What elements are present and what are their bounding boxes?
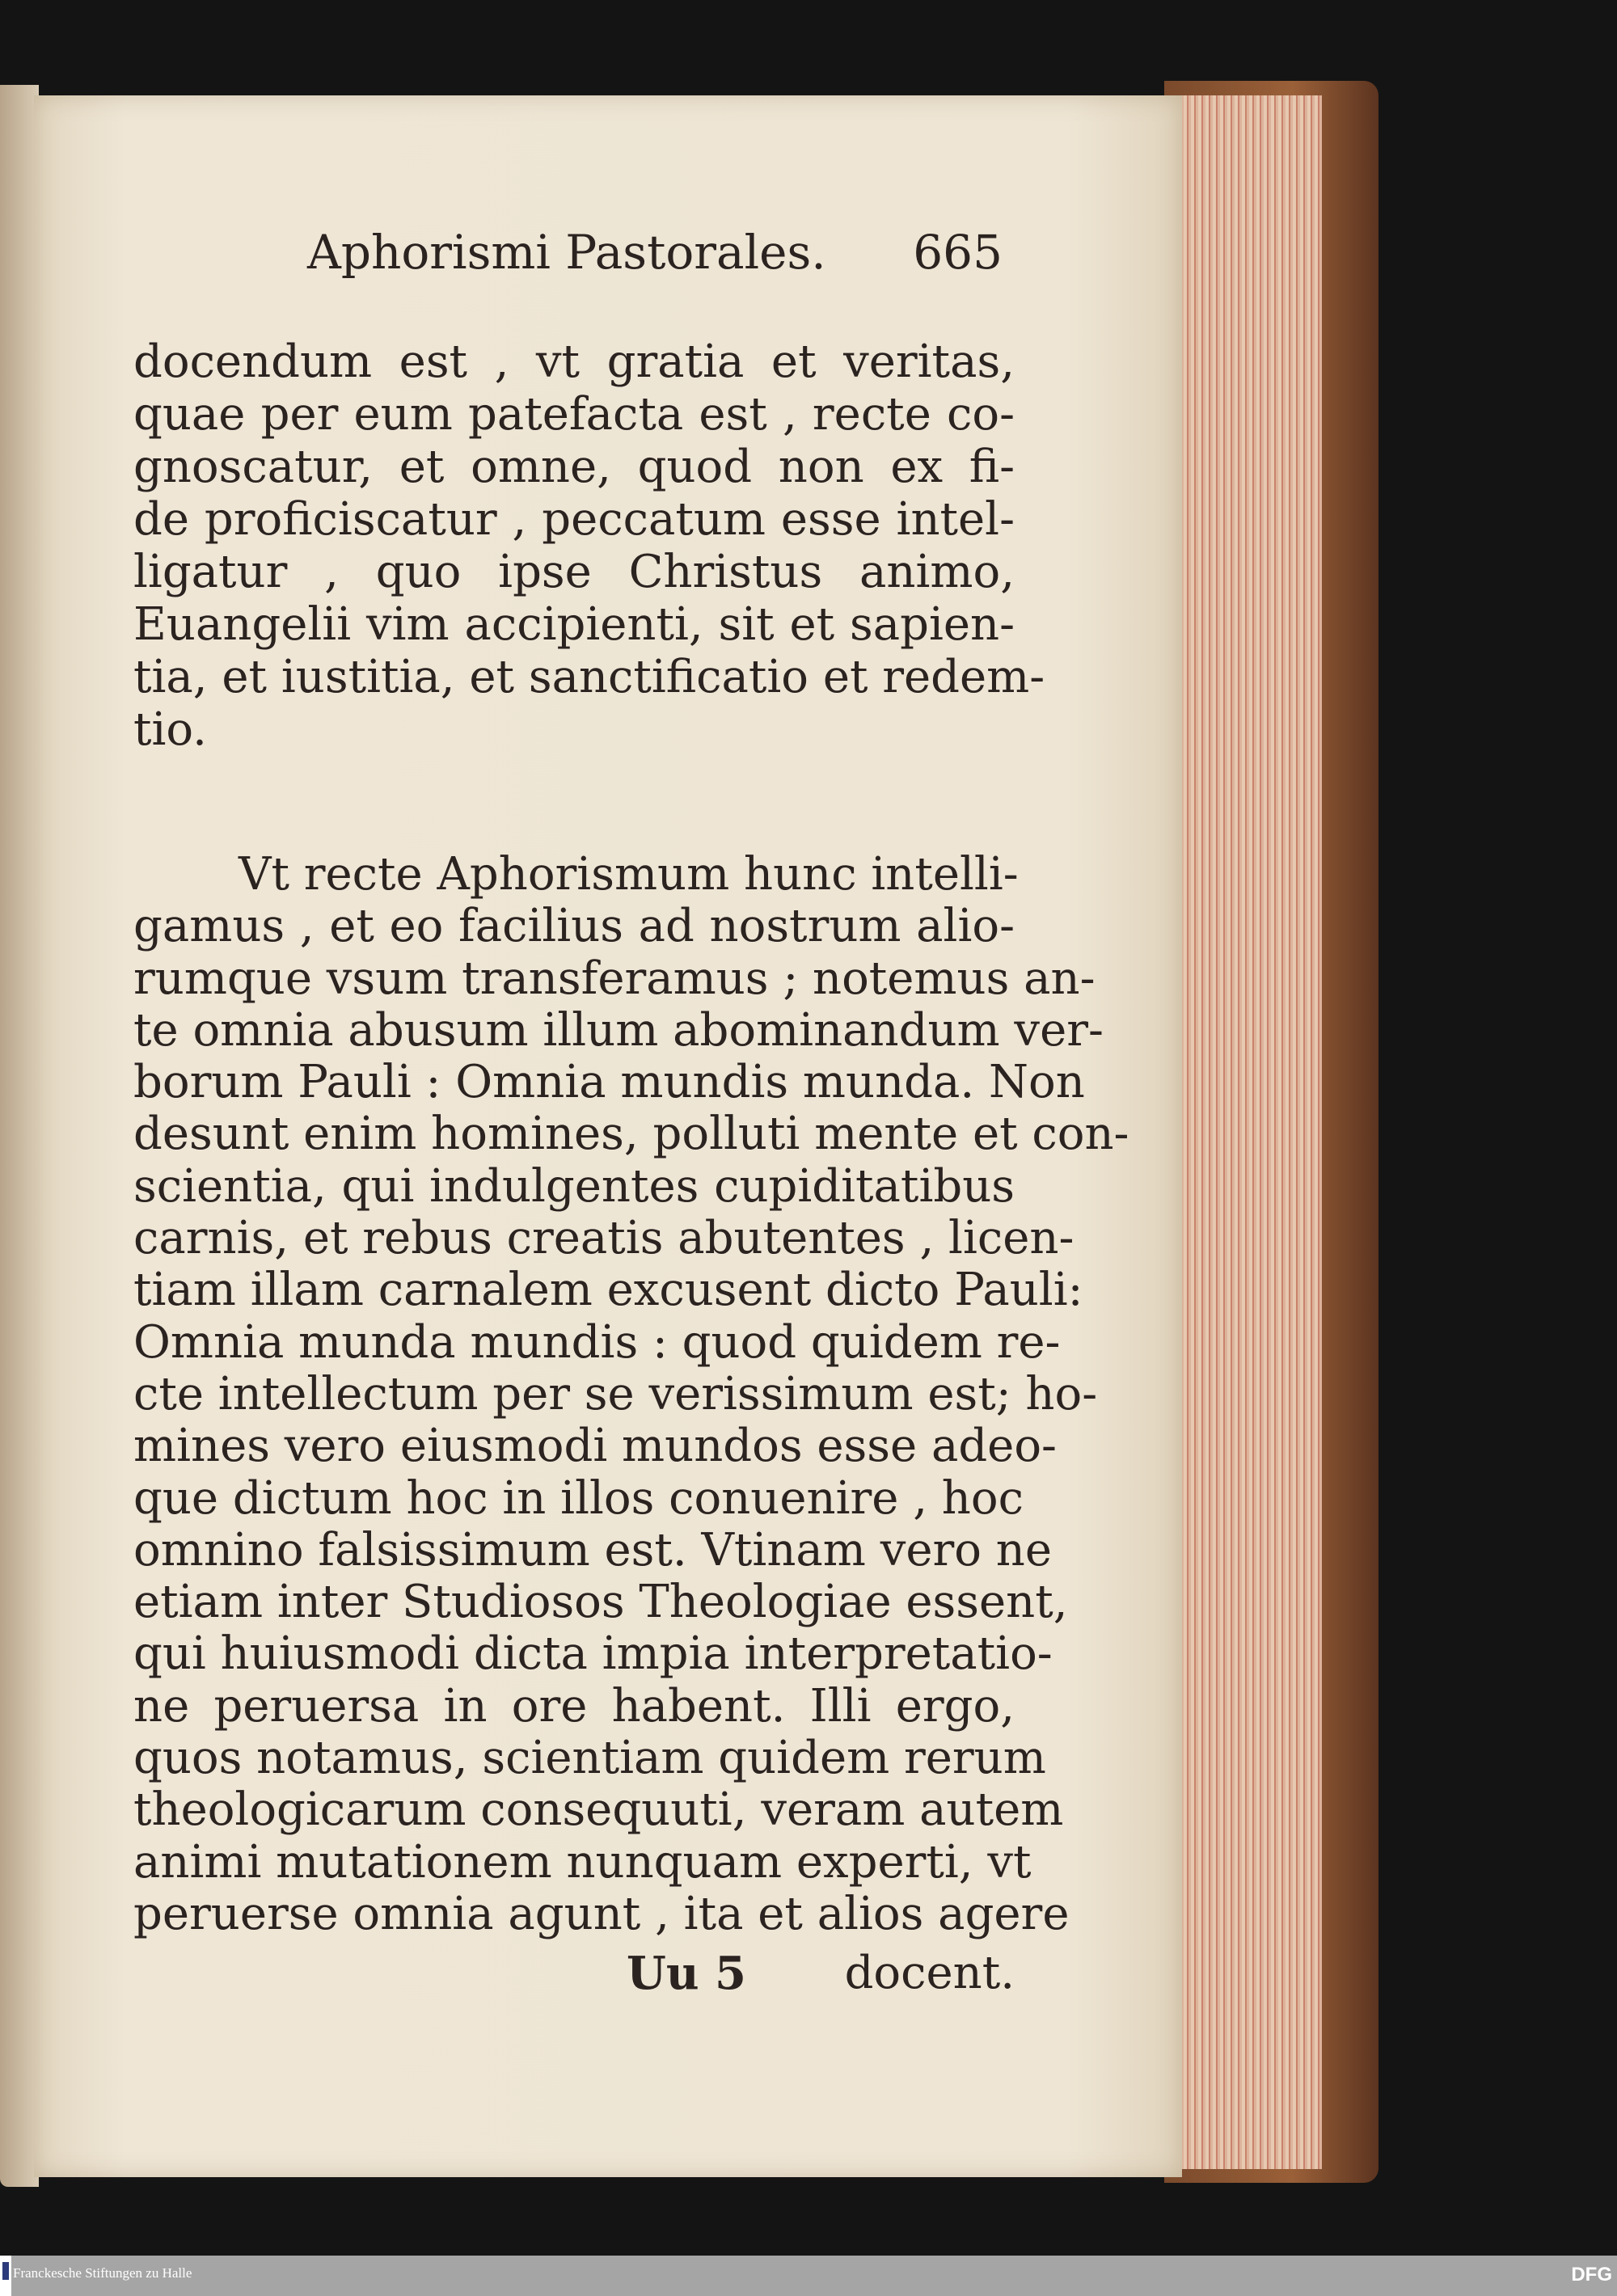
text-line: docendum est , vt gratia et veritas,: [133, 336, 1015, 388]
text-line: gamus , et eo facilius ad nostrum alio-: [133, 900, 1015, 953]
text-line: de proficiscatur , peccatum esse intel-: [133, 493, 1015, 546]
text-line: gnoscatur, et omne, quod non ex fi-: [133, 441, 1015, 493]
text-line: Omnia munda mundis : quod quidem re-: [133, 1315, 1061, 1369]
text-line: carnis, et rebus creatis abutentes , licen-: [133, 1212, 1074, 1265]
text-line: Euangelii vim accipienti, sit et sapien-: [133, 598, 1015, 651]
signature-mark: Uu 5: [627, 1947, 747, 2000]
text-line: quae per eum patefacta est , recte co-: [133, 388, 1015, 441]
text-line: ne peruersa in ore habent. Illi ergo,: [133, 1679, 1015, 1733]
paragraph-2: [133, 848, 1129, 1940]
text-line: qui huiusmodi dicta impia interpretatio-: [133, 1627, 1053, 1681]
running-title: Aphorismi Pastorales.: [307, 225, 826, 280]
page-edges: [1176, 95, 1322, 2169]
text-line: scientia, qui indulgentes cupiditatibus: [133, 1159, 1015, 1213]
paragraph-1: [133, 336, 1045, 756]
text-line: tio.: [133, 703, 207, 756]
text-line: rumque vsum transferamus ; notemus an-: [133, 952, 1096, 1005]
text-line: theologicarum consequuti, veram autem: [133, 1783, 1064, 1837]
institution-name: Franckesche Stiftungen zu Halle: [13, 2265, 192, 2281]
footer-band: [0, 2256, 1617, 2296]
text-line: mines vero eiusmodi mundos esse adeo-: [133, 1420, 1057, 1473]
text-line: borum Pauli : Omnia mundis munda. Non: [133, 1056, 1085, 1109]
logo-figure-icon: [2, 2262, 9, 2280]
text-line: quos notamus, scientiam quidem rerum: [133, 1732, 1046, 1785]
catchword: docent.: [844, 1947, 1015, 1999]
dfg-logo: DFG: [1571, 2264, 1612, 2285]
text-line: tia, et iustitia, et sanctificatio et redem-: [133, 651, 1045, 703]
institution-logo-icon: [0, 2256, 11, 2296]
text-line: etiam inter Studiosos Theologiae essent,: [133, 1576, 1068, 1629]
text-line: que dictum hoc in illos conuenire , hoc: [133, 1471, 1024, 1525]
page-number: 665: [913, 225, 1003, 280]
text-line: omnino falsissimum est. Vtinam vero ne: [133, 1523, 1052, 1576]
left-page-edge: [0, 85, 39, 2187]
text-line: tiam illam carnalem excusent dicto Pauli:: [133, 1264, 1083, 1317]
text-line: desunt enim homines, polluti mente et con-: [133, 1108, 1129, 1161]
text-line: ligatur , quo ipse Christus animo,: [133, 546, 1015, 598]
text-line: te omnia abusum illum abominandum ver-: [133, 1003, 1104, 1057]
running-header: [307, 225, 1003, 280]
text-line: peruerse omnia agunt , ita et alios agere: [133, 1887, 1070, 1940]
text-line: animi mutationem nunquam experti, vt: [133, 1835, 1032, 1889]
text-line: cte intellectum per se verissimum est; ho-: [133, 1367, 1098, 1420]
text-line: Vt recte Aphorismum hunc intelli-: [239, 848, 1019, 901]
